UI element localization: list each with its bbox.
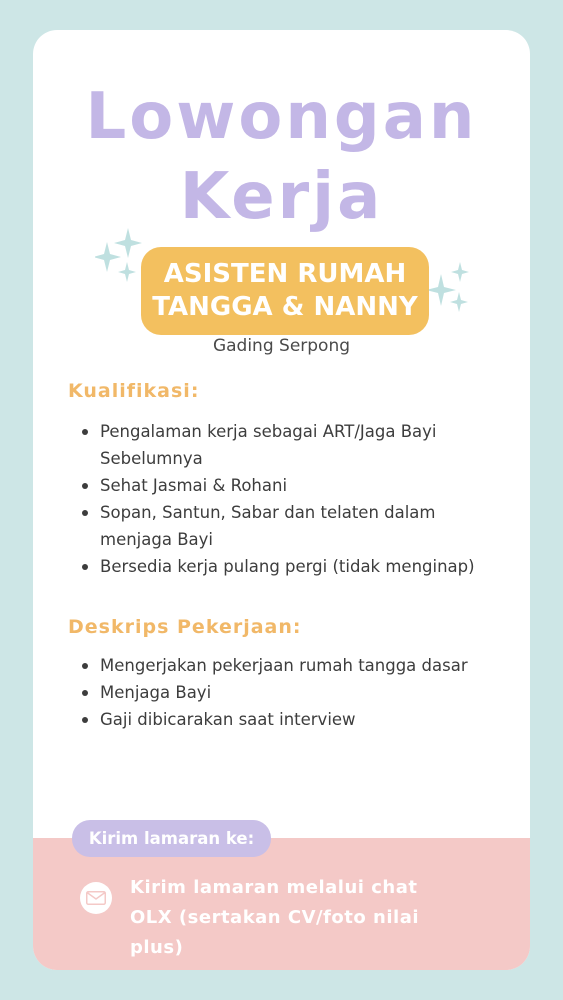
title-line-2: Kerja [179, 160, 384, 234]
sparkle-icon-right [426, 262, 476, 318]
location-label: Gading Serpong [212, 336, 351, 356]
apply-badge: Kirim lamaran ke: [72, 820, 271, 857]
qualifications-list [78, 418, 478, 580]
list-item: Pengalaman kerja sebagai ART/Jaga Bayi Sebelumnya [78, 418, 478, 472]
list-item: Sehat Jasmai & Rohani [78, 472, 478, 499]
title-line-1: Lowongan [85, 80, 478, 154]
list-item: Menjaga Bayi [78, 679, 478, 706]
apply-instructions: Kirim lamaran melalui chat OLX (sertakan CV/foto nilai plus) [130, 877, 420, 958]
position-line-1: ASISTEN RUMAH [163, 259, 407, 289]
qualifications-title: Kualifikasi: [68, 380, 200, 402]
job-poster-card [33, 30, 530, 970]
list-item: Bersedia kerja pulang pergi (tidak menginap) [78, 553, 478, 580]
job-description-list [78, 652, 478, 733]
mail-icon [80, 882, 112, 914]
list-item: Gaji dibicarakan saat interview [78, 706, 478, 733]
job-description-title: Deskrips Pekerjaan: [68, 616, 302, 638]
list-item: Mengerjakan pekerjaan rumah tangga dasar [78, 652, 478, 679]
position-pill [141, 247, 429, 335]
position-line-2: TANGGA & NANNY [152, 292, 418, 322]
list-item: Sopan, Santun, Sabar dan telaten dalam menjaga Bayi [78, 499, 478, 553]
sparkle-icon-left [95, 226, 145, 282]
